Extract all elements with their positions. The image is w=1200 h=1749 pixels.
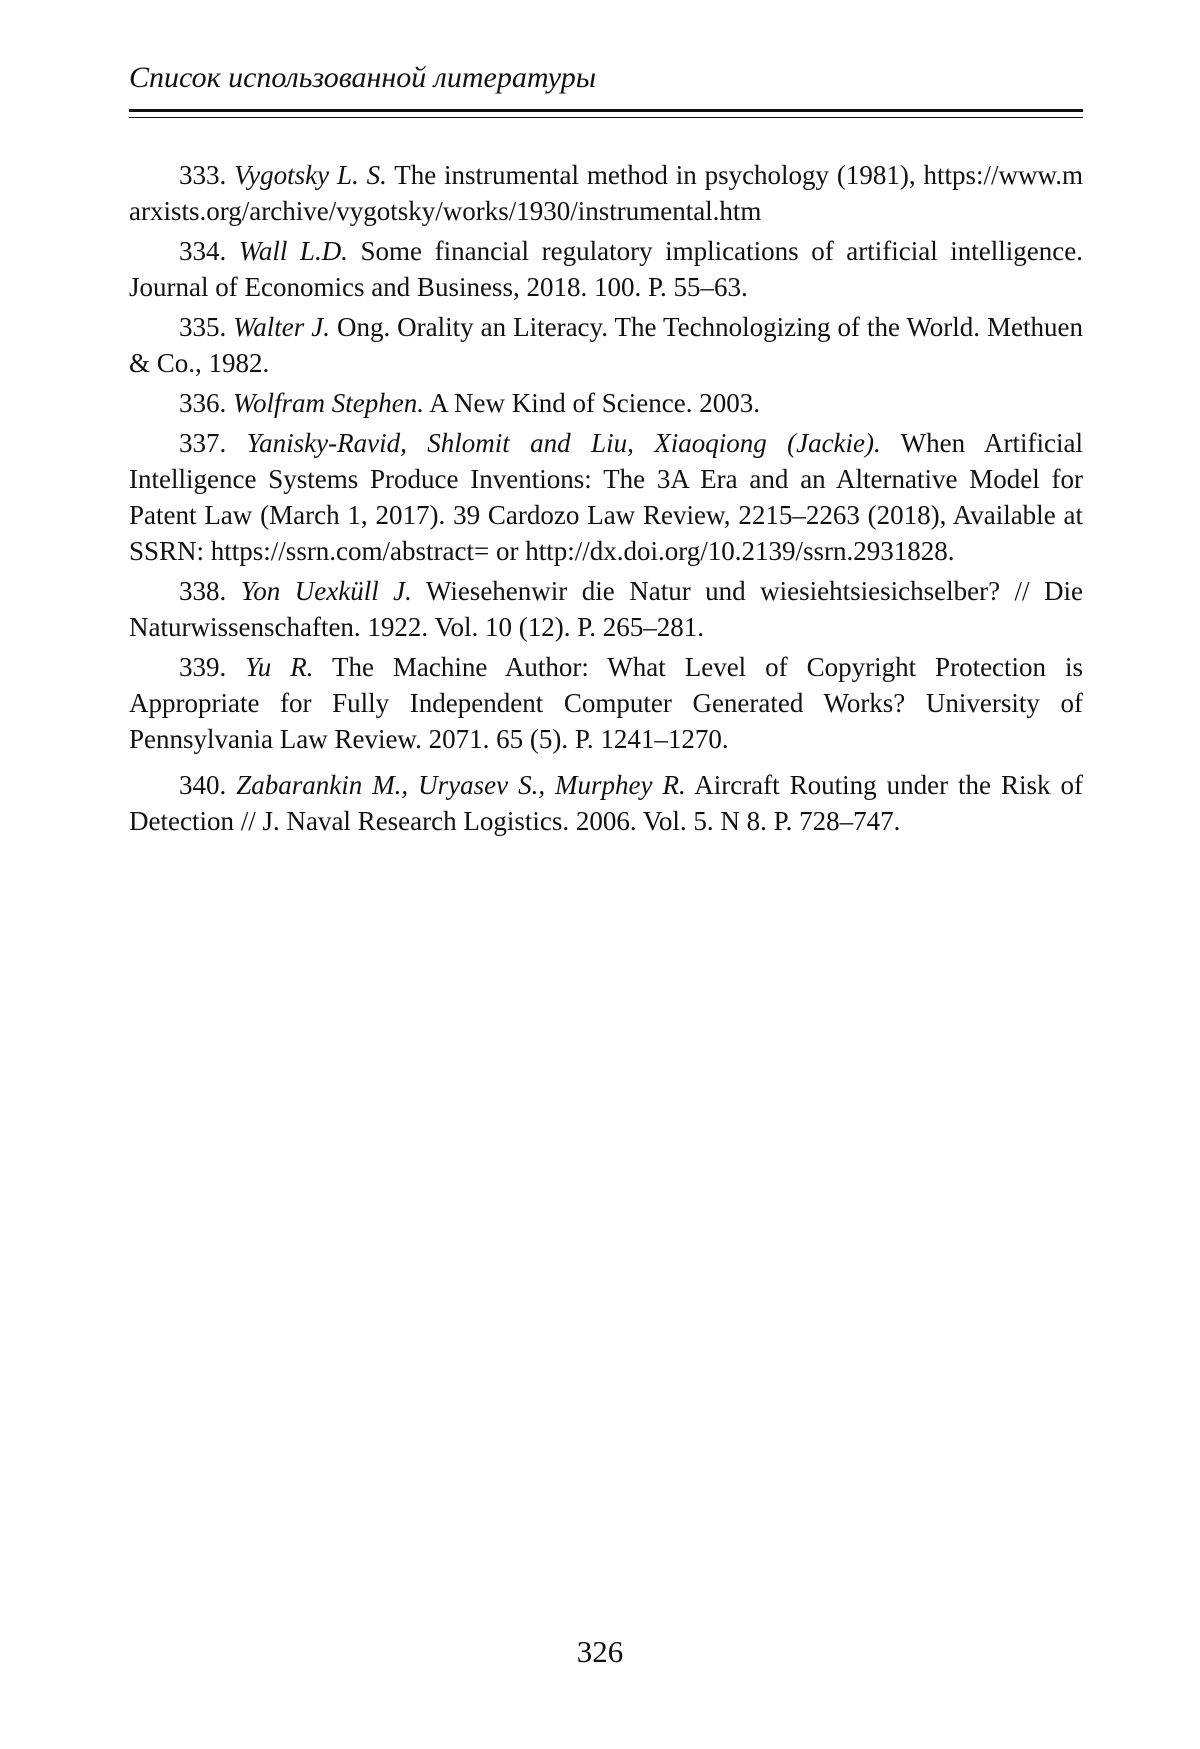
reference-339	[129, 649, 1083, 757]
header-rule-thick	[129, 109, 1083, 112]
reference-number: 335.	[179, 312, 227, 342]
reference-335	[129, 309, 1083, 381]
reference-text: Aircraft Routing under the Risk of Detection // J. Naval Research Logistics. 2006. Vol. 5. N 8. P. 728–747.	[129, 770, 1083, 836]
reference-author: Zabarankin M., Uryasev S., Murphey R.	[236, 770, 686, 800]
reference-text: When Artificial Intelligence Systems Produce Inventions: The 3A Era and an Alternative Model for Patent Law (March 1, 2017). 39 Cardozo Law Review, 2215–2263 (2018), Available at SSRN: https://ssrn.com/abstract= or http://dx.doi.org/10.2139/ssrn.2931828.	[129, 428, 1083, 566]
header-rule-thin	[129, 117, 1083, 118]
reference-text: Ong. Orality an Literacy. The Technologizing of the World. Methuen & Co., 1982.	[129, 312, 1084, 378]
reference-author: Walter J.	[233, 312, 330, 342]
reference-author: Wall L.D.	[238, 236, 348, 266]
reference-number: 333.	[179, 160, 227, 190]
reference-text: The Machine Author: What Level of Copyright Protection is Appropriate for Fully Independent Computer Generated Works? University of Pennsylvania Law Review. 2071. 65 (5). P. 1241–1270.	[129, 652, 1084, 754]
reference-number: 334.	[179, 236, 227, 266]
reference-author: Vygotsky L. S.	[234, 160, 387, 190]
reference-337	[129, 425, 1083, 569]
reference-text: A New Kind of Science. 2003.	[429, 388, 760, 418]
reference-text: The instrumental method in psychology (1981), https://www.marxists.org/archive/vygotsky/works/1930/instrumental.htm	[129, 160, 1084, 226]
reference-336	[129, 385, 1083, 421]
reference-334	[129, 233, 1083, 305]
page-number: 326	[576, 1634, 624, 1669]
reference-author: Yu R.	[245, 652, 314, 682]
reference-text: Wiesehenwir die Natur und wiesiehtsiesichselber? // Die Naturwissenschaften. 1922. Vol. 10 (12). P. 265–281.	[129, 576, 1084, 642]
reference-340	[129, 767, 1083, 839]
reference-author: Yon Uexküll J.	[240, 576, 412, 606]
reference-number: 339.	[179, 652, 227, 682]
reference-author: Wolfram Stephen.	[233, 388, 424, 418]
reference-author: Yanisky-Ravid, Shlomit and Liu, Xiaoqiong (Jackie).	[246, 428, 881, 458]
reference-333	[129, 157, 1083, 229]
reference-338	[129, 573, 1083, 645]
running-title: Список использованной литературы	[129, 61, 597, 94]
reference-number: 336.	[179, 388, 227, 418]
reference-number: 338.	[179, 576, 227, 606]
reference-number: 337.	[179, 428, 227, 458]
reference-list	[129, 157, 1083, 843]
reference-text: Some financial regulatory implications of artificial intelligence. Journal of Economics and Business, 2018. 100. P. 55–63.	[129, 236, 1083, 302]
reference-number: 340.	[179, 770, 227, 800]
